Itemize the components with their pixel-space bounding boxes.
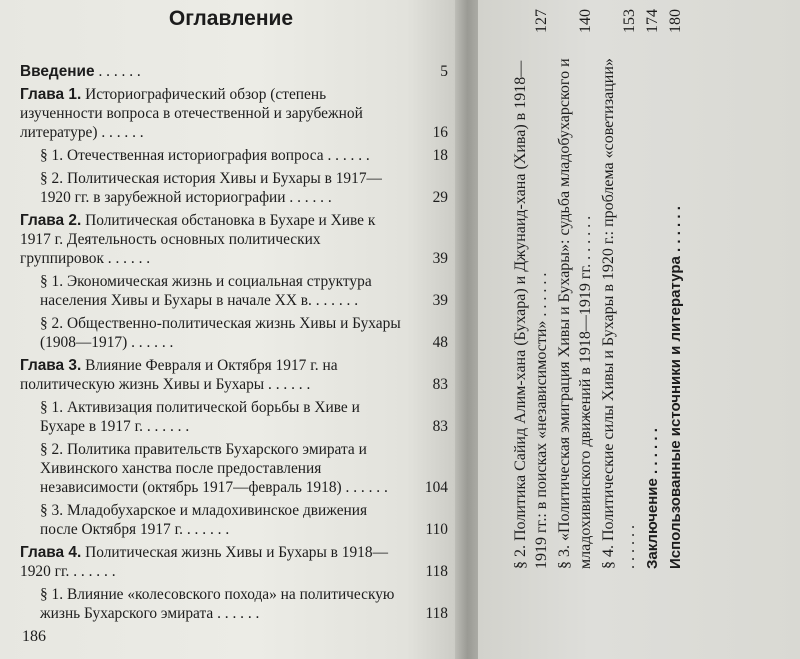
toc-entry-text — [20, 356, 448, 394]
toc-entry-page: 174 — [644, 9, 661, 33]
toc-list — [20, 62, 448, 623]
toc-entry-title: «Политическая эмиграция Хивы и Бухары»: судьба младобухарского и младохивинского движений в 1918—1919 гг. — [556, 58, 594, 569]
toc-entry-text — [40, 314, 448, 352]
toc-entry-text — [20, 211, 448, 268]
toc-entry — [40, 440, 448, 497]
toc-entry-text — [40, 398, 448, 436]
toc-entry-label: § 1. — [40, 147, 64, 164]
toc-entry-label: Использованные источники и литература — [667, 256, 684, 569]
right-page — [478, 0, 800, 659]
toc-entry-page: 127 — [533, 9, 550, 33]
toc-entry — [20, 211, 448, 268]
toc-entry-page: 118 — [425, 605, 448, 622]
leader-dots: . . . . . . — [667, 206, 684, 257]
toc-heading: Оглавление — [168, 7, 294, 30]
toc-entry — [510, 9, 552, 569]
toc-entry-label: § 2. — [40, 441, 64, 458]
toc-entry-text — [40, 501, 448, 539]
toc-entry-label: Глава 4. — [20, 544, 82, 561]
toc-entry-text — [598, 9, 640, 569]
toc-entry-page: 153 — [621, 9, 638, 33]
toc-entry-text — [20, 62, 448, 81]
leader-dots: . . . . . . — [103, 250, 151, 267]
toc-entry — [40, 272, 448, 310]
toc-entry-title: Активизация политической борьбы в Хиве и Бухаре в 1917 г. — [40, 399, 360, 435]
toc-entry-text — [665, 9, 686, 569]
leader-dots: . . . . . . — [285, 189, 332, 206]
toc-entry-title: Политическая история Хивы и Бухары в 1917—1920 гг. в зарубежной историографии — [40, 170, 382, 206]
toc-entry-title: Политическая жизнь Хивы и Бухары в 1918—1920 гг. — [20, 544, 388, 580]
toc-entry-text — [40, 169, 448, 207]
toc-entry — [598, 9, 640, 569]
toc-entry — [40, 398, 448, 436]
toc-entry-page: 39 — [432, 250, 448, 267]
toc-entry-title: Отечественная историография вопроса — [66, 147, 324, 164]
toc-entry-label: Заключение — [644, 478, 661, 569]
toc-entry-label: § 1. — [40, 273, 64, 290]
toc-entry-label: § 2. — [40, 315, 64, 332]
toc-entry-page: 18 — [432, 147, 448, 164]
toc-entry — [40, 169, 448, 207]
toc-entry-title: Влияние Февраля и Октября 1917 г. на политическую жизнь Хивы и Бухары — [20, 357, 338, 393]
leader-dots: . . . . . . — [69, 563, 116, 580]
toc-entry-page: 110 — [425, 521, 448, 538]
toc-entry-text — [40, 272, 448, 310]
toc-entry — [20, 62, 448, 81]
toc-entry-title: Политическая обстановка в Бухаре и Хиве к 1917 г. Деятельность основных политических группировок — [20, 212, 376, 267]
leader-dots: . . . . . . — [183, 521, 230, 538]
toc-entry-page: 140 — [577, 9, 594, 33]
toc-entry-label: § 1. — [40, 586, 64, 603]
toc-entry-text — [20, 85, 448, 142]
toc-entry-label: Глава 3. — [20, 357, 82, 374]
rotated-content — [478, 0, 800, 659]
toc-entry-page: 104 — [424, 479, 448, 496]
leader-dots: . . . . . . — [533, 272, 550, 321]
toc-entry-page: 29 — [432, 189, 448, 206]
leader-dots: . . . . . . — [213, 605, 260, 622]
toc-entry-page: 39 — [432, 292, 448, 309]
leader-dots: . . . . . . — [644, 428, 661, 479]
toc-entry-page: 83 — [432, 376, 448, 393]
toc-entry — [20, 543, 448, 581]
leader-dots: . . . . . . — [127, 334, 174, 351]
leader-dots: . . . . . . — [94, 63, 141, 80]
toc-entry-title: Влияние «колесовского похода» на политическую жизнь Бухарского эмирата — [40, 586, 395, 622]
toc-entry-label: Глава 1. — [20, 86, 82, 103]
toc-entry — [665, 9, 686, 569]
toc-entry-page: 83 — [432, 418, 448, 435]
toc-entry-label: § 4. — [600, 545, 617, 569]
toc-entry-title: Историографический обзор (степень изученности вопроса в отечественной и зарубежной литературе) — [20, 86, 363, 141]
toc-entry-label: § 2. — [40, 170, 64, 187]
toc-entry — [40, 146, 448, 165]
toc-entry-title: Экономическая жизнь и социальная структура населения Хивы и Бухары в начале XX в. — [40, 273, 372, 309]
leader-dots: . . . . . . — [97, 124, 144, 141]
toc-entry-page: 180 — [667, 9, 684, 33]
toc-entry-title: Политика правительств Бухарского эмирата и Хивинского ханства после предоставления независимости (октябрь 1917—февраль 1918) — [40, 441, 367, 496]
toc-entry-label: § 1. — [40, 399, 64, 416]
toc-entry-label: Введение — [20, 63, 95, 80]
toc-entry-label: § 3. — [40, 502, 64, 519]
toc-entry — [40, 314, 448, 352]
leader-dots: . . . . . . — [264, 376, 311, 393]
toc-entry-text — [40, 440, 448, 497]
toc-entry-label: Глава 2. — [20, 212, 82, 229]
toc-list-continued — [510, 9, 688, 569]
toc-entry-text — [554, 9, 596, 569]
leader-dots: . . . . . . — [621, 525, 638, 569]
toc-entry-label: § 2. — [512, 545, 529, 569]
toc-entry-title: Политика Сайид Алим-хана (Бухара) и Джунаид-хана (Хива) в 1918—1919 гг.: в поисках «независимости» — [512, 60, 550, 569]
toc-entry — [40, 585, 448, 623]
toc-entry-title: Политические силы Хивы и Бухары в 1920 г.: проблема «советизации» — [600, 58, 617, 541]
leader-dots: . . . . . . — [323, 147, 370, 164]
toc-entry-label: § 3. — [556, 545, 573, 569]
toc-entry-text — [20, 543, 448, 581]
leader-dots: . . . . . . — [341, 479, 388, 496]
toc-entry-text — [40, 585, 448, 623]
leader-dots: . . . . . . — [143, 418, 190, 435]
toc-entry — [20, 356, 448, 394]
toc-entry-page: 5 — [440, 63, 448, 80]
leader-dots: . . . . . . — [577, 215, 594, 264]
toc-entry-page: 118 — [425, 563, 448, 580]
page-number: 186 — [22, 628, 46, 645]
leader-dots: . . . . . . — [311, 292, 359, 309]
toc-entry — [20, 85, 448, 142]
toc-entry-page: 48 — [432, 334, 448, 351]
toc-entry — [554, 9, 596, 569]
toc-entry — [642, 9, 663, 569]
toc-entry-text — [642, 9, 663, 569]
toc-entry — [40, 501, 448, 539]
toc-entry-page: 16 — [432, 124, 448, 141]
toc-entry-title: Общественно-политическая жизнь Хивы и Бухары (1908—1917) — [40, 315, 401, 351]
toc-entry-text — [40, 146, 448, 165]
toc-entry-text — [510, 9, 552, 569]
toc-entry-title: Младобухарское и младохивинское движения после Октября 1917 г. — [40, 502, 368, 538]
